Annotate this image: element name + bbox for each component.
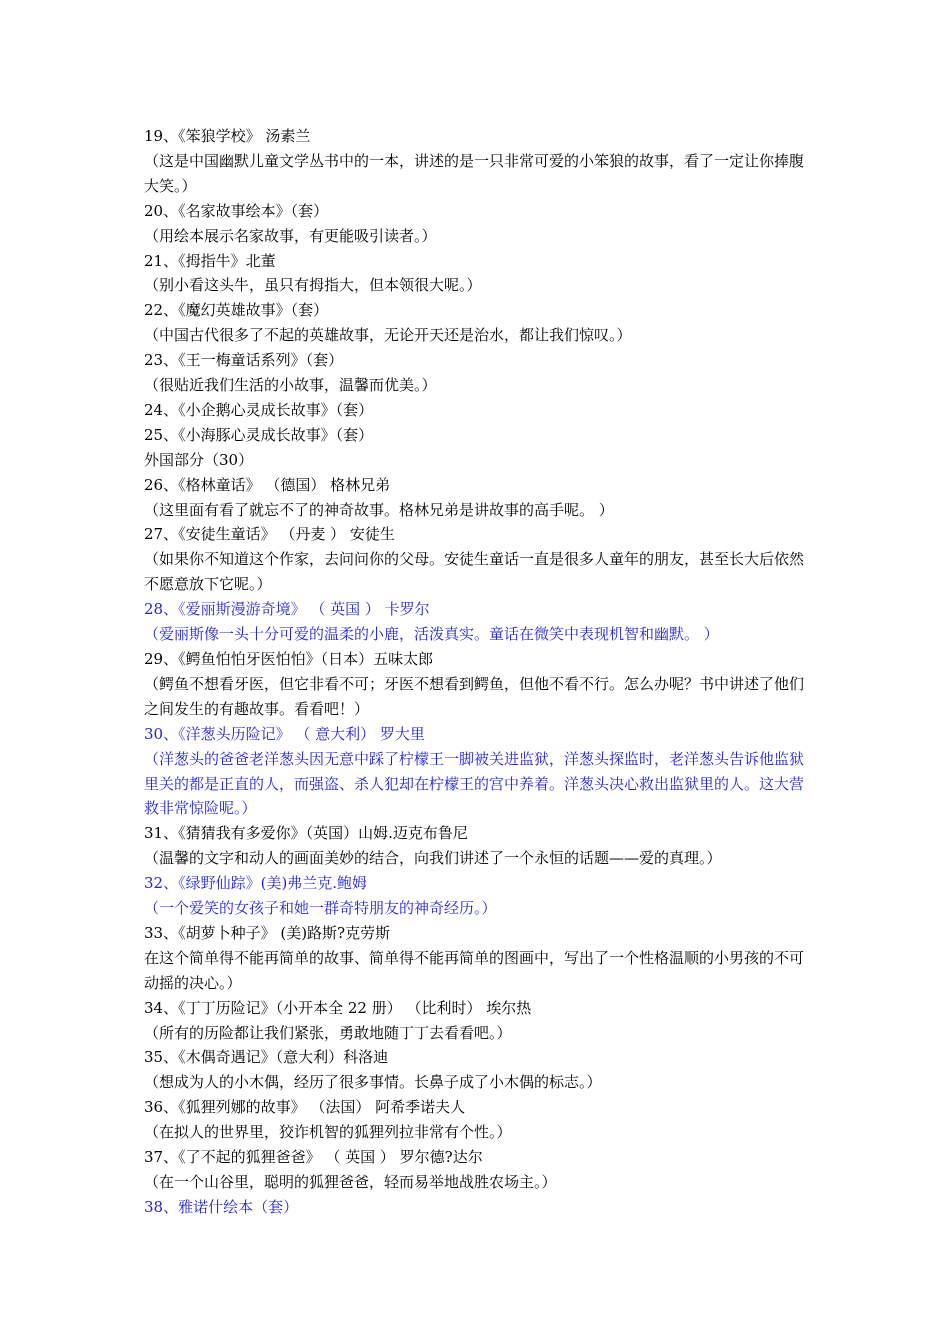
book-description-30: （洋葱头的爸爸老洋葱头因无意中踩了柠檬王一脚被关进监狱，洋葱头探监时，老洋葱头告诉他监狱里关的都是正直的人，而强盗、杀人犯却在柠檬王的宫中养着。洋葱头决心救出监狱里的人。这大营救非常惊险呢。） <box>144 749 805 818</box>
book-description-22: （中国古代很多了不起的英雄故事，无论开天还是治水，都让我们惊叹。） <box>144 326 632 345</box>
book-title-38: 38、雅诺什绘本（套） <box>144 1197 299 1216</box>
book-title-27: 27、《安徒生童话》 （丹麦 ） 安徒生 <box>144 525 395 544</box>
book-title-34: 34、《丁丁历险记》（小开本全 22 册） （比利时） 埃尔热 <box>144 998 532 1017</box>
book-title-30: 30、《洋葱头历险记》 （ 意大利） 罗大里 <box>144 724 425 743</box>
book-title-25: 25、《小海豚心灵成长故事》（套） <box>144 425 374 444</box>
book-description-28: （爱丽斯像一头十分可爱的温柔的小鹿，活泼真实。童话在微笑中表现机智和幽默。 ） <box>144 625 719 644</box>
section-heading-foreign: 外国部分（30） <box>144 450 254 469</box>
book-title-36: 36、《狐狸列娜的故事》 （法国） 阿希季诺夫人 <box>144 1098 466 1117</box>
book-title-21: 21、《拇指牛》北董 <box>144 251 276 270</box>
book-title-24: 24、《小企鹅心灵成长故事》（套） <box>144 400 374 419</box>
book-title-33: 33、《胡萝卜种子》 (美)路斯?克劳斯 <box>144 923 391 942</box>
book-description-34: （所有的历险都让我们紧张，勇敢地随丁丁去看看吧。） <box>144 1023 512 1042</box>
book-description-19: （这是中国幽默儿童文学丛书中的一本，讲述的是一只非常可爱的小笨狼的故事，看了一定让你捧腹大笑。） <box>144 151 805 195</box>
book-description-23: （很贴近我们生活的小故事，温馨而优美。） <box>144 376 437 395</box>
book-description-33: 在这个简单得不能再简单的故事、简单得不能再简单的图画中，写出了一个性格温顺的小男孩的不可动摇的决心。） <box>144 948 805 992</box>
book-description-21: （别小看这头牛，虽只有拇指大，但本领很大呢。） <box>144 276 482 295</box>
book-description-29: （鳄鱼不想看牙医，但它非看不可；牙医不想看到鳄鱼，但他不看不行。怎么办呢？书中讲述了他们之间发生的有趣故事。看看吧！） <box>144 674 805 718</box>
book-title-31: 31、《猜猜我有多爱你》（英国）山姆.迈克布鲁尼 <box>144 824 468 843</box>
book-description-32: （一个爱笑的女孩子和她一群奇特朋友的神奇经历。） <box>144 899 497 918</box>
book-title-20: 20、《名家故事绘本》（套） <box>144 201 329 220</box>
book-description-20: （用绘本展示名家故事，有更能吸引读者。） <box>144 226 437 245</box>
book-title-32: 32、《绿野仙踪》(美)弗兰克.鲍姆 <box>144 874 368 893</box>
book-description-36: （在拟人的世界里，狡诈机智的狐狸列拉非常有个性。） <box>144 1123 512 1142</box>
book-title-35: 35、《木偶奇遇记》（意大利）科洛迪 <box>144 1048 389 1067</box>
book-title-37: 37、《了不起的狐狸爸爸》 （ 英国 ） 罗尔德?达尔 <box>144 1148 483 1167</box>
book-description-35: （想成为人的小木偶，经历了很多事情。长鼻子成了小木偶的标志。） <box>144 1073 602 1092</box>
book-description-26: （这里面有看了就忘不了的神奇故事。格林兄弟是讲故事的高手呢。 ） <box>144 500 614 519</box>
book-title-23: 23、《王一梅童话系列》（套） <box>144 351 344 370</box>
book-title-29: 29、《鳄鱼怕怕牙医怕怕》（日本）五味太郎 <box>144 650 434 668</box>
book-title-22: 22、《魔幻英雄故事》（套） <box>144 301 329 320</box>
book-description-31: （温馨的文字和动人的画面美妙的结合，向我们讲述了一个永恒的话题——爱的真理。） <box>144 849 722 868</box>
book-description-27: （如果你不知道这个作家，去问问你的父母。安徒生童话一直是很多人童年的朋友，甚至长大后依然不愿意放下它呢。） <box>144 550 805 594</box>
book-title-26: 26、《格林童话》 （德国） 格林兄弟 <box>144 475 391 494</box>
document-page <box>144 124 812 1220</box>
book-title-28: 28、《爱丽斯漫游奇境》 （ 英国 ） 卡罗尔 <box>144 600 430 619</box>
book-description-37: （在一个山谷里，聪明的狐狸爸爸，轻而易举地战胜农场主。） <box>144 1172 557 1191</box>
book-title-19: 19、《笨狼学校》 汤素兰 <box>144 127 311 145</box>
